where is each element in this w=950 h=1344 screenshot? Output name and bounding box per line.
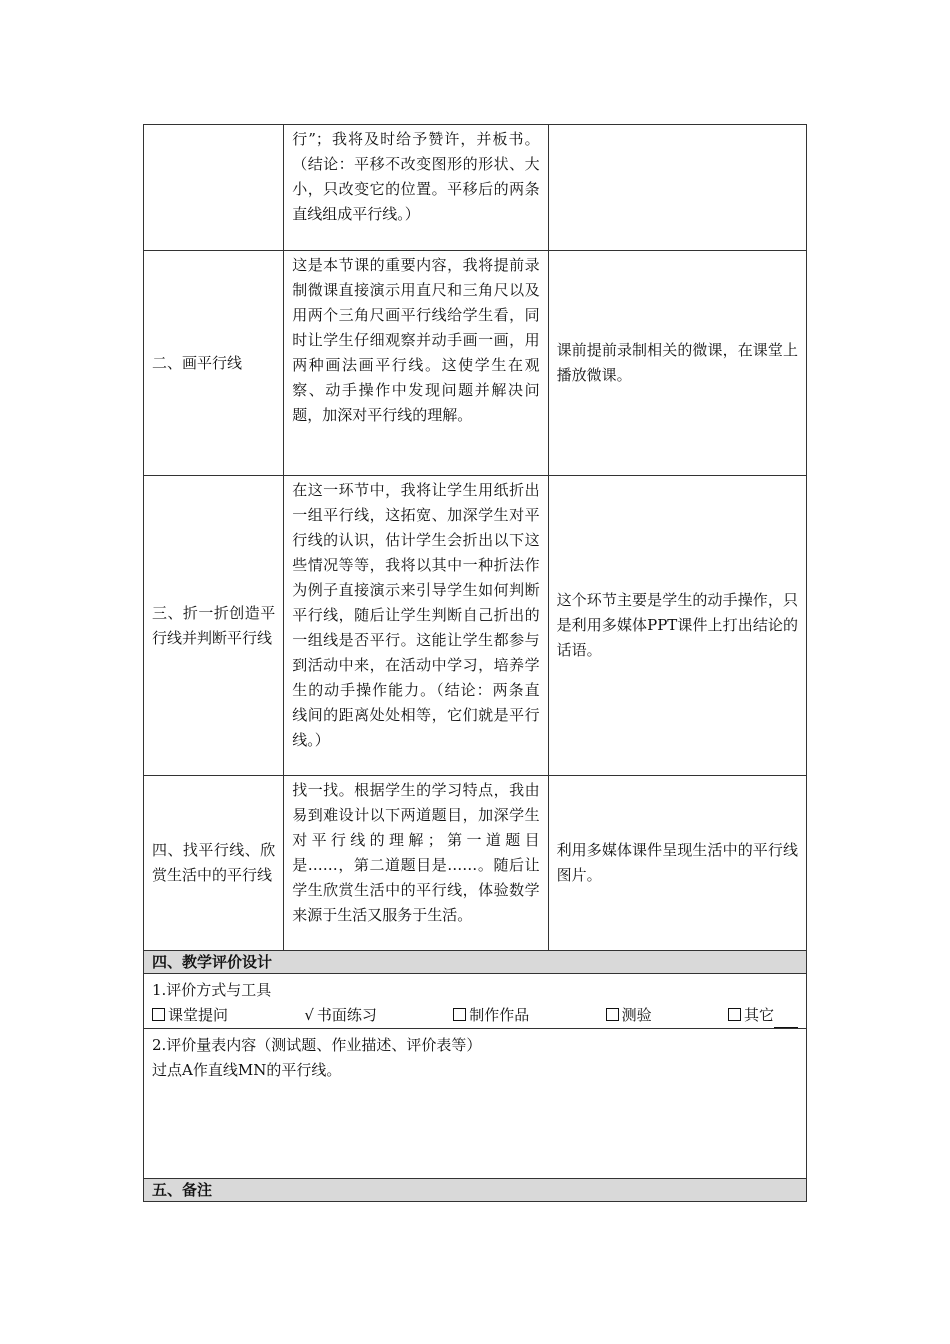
- checkbox-icon[interactable]: [728, 1008, 741, 1021]
- evaluation-methods-row: [144, 974, 807, 1029]
- table-row: [144, 476, 807, 776]
- evaluation-methods-cell: [144, 974, 807, 1029]
- media-cell: 利用多媒体课件呈现生活中的平行线图片。: [548, 776, 806, 951]
- table-row: [144, 776, 807, 951]
- method-options: [152, 1003, 798, 1028]
- media-cell: [548, 125, 806, 251]
- evaluation-scale-row: [144, 1029, 807, 1179]
- scale-label: 2.评价量表内容（测试题、作业描述、评价表等）: [152, 1036, 482, 1054]
- evaluation-heading: 四、教学评价设计: [144, 951, 807, 974]
- table-row: [144, 125, 807, 251]
- table-row: [144, 251, 807, 476]
- stage-cell: 三、折一折创造平行线并判断平行线: [144, 476, 284, 776]
- media-cell: 课前提前录制相关的微课，在课堂上播放微课。: [548, 251, 806, 476]
- lesson-plan-table: [143, 124, 807, 1202]
- checkbox-icon[interactable]: [606, 1008, 619, 1021]
- blank-line[interactable]: [774, 1013, 798, 1028]
- option-written-practice[interactable]: √ 书面练习: [304, 1006, 377, 1024]
- checkbox-icon[interactable]: [453, 1008, 466, 1021]
- option-classroom-questioning[interactable]: 课堂提问: [152, 1003, 228, 1028]
- stage-cell: 四、找平行线、欣赏生活中的平行线: [144, 776, 284, 951]
- option-test[interactable]: 测验: [606, 1003, 652, 1028]
- checkbox-icon[interactable]: [152, 1008, 165, 1021]
- activity-cell: 找一找。根据学生的学习特点，我由易到难设计以下两道题目，加深学生对平行线的理解；第一道题目是……，第二道题目是……。随后让学生欣赏生活中的平行线，体验数学来源于生活又服务于生活。: [284, 776, 548, 951]
- section-header-row: [144, 951, 807, 974]
- checkmark-icon[interactable]: √: [304, 1006, 314, 1024]
- activity-cell: 行”；我将及时给予赞许，并板书。（结论：平移不改变图形的形状、大小，只改变它的位置。平移后的两条直线组成平行线。）: [284, 125, 548, 251]
- stage-cell: [144, 125, 284, 251]
- stage-cell: 二、画平行线: [144, 251, 284, 476]
- activity-cell: 在这一环节中，我将让学生用纸折出一组平行线，这拓宽、加深学生对平行线的认识，估计学生会折出以下这些情况等等，我将以其中一种折法作为例子直接演示来引导学生如何判断平行线，随后让学生判断自己折出的一组线是否平行。这能让学生都参与到活动中来，在活动中学习，培养学生的动手操作能力。（结论：两条直线间的距离处处相等，它们就是平行线。）: [284, 476, 548, 776]
- methods-label: 1.评价方式与工具: [152, 981, 272, 999]
- option-other[interactable]: 其它: [728, 1003, 798, 1028]
- notes-heading: 五、备注: [144, 1179, 807, 1202]
- evaluation-scale-cell: [144, 1029, 807, 1179]
- activity-cell: 这是本节课的重要内容，我将提前录制微课直接演示用直尺和三角尺以及用两个三角尺画平行线给学生看，同时让学生仔细观察并动手画一画，用两种画法画平行线。这使学生在观察、动手操作中发现问题并解决问题，加深对平行线的理解。: [284, 251, 548, 476]
- media-cell: 这个环节主要是学生的动手操作，只是利用多媒体PPT课件上打出结论的话语。: [548, 476, 806, 776]
- section-header-row: [144, 1179, 807, 1202]
- option-make-work[interactable]: 制作作品: [453, 1003, 529, 1028]
- scale-content: 过点A作直线MN的平行线。: [152, 1061, 342, 1079]
